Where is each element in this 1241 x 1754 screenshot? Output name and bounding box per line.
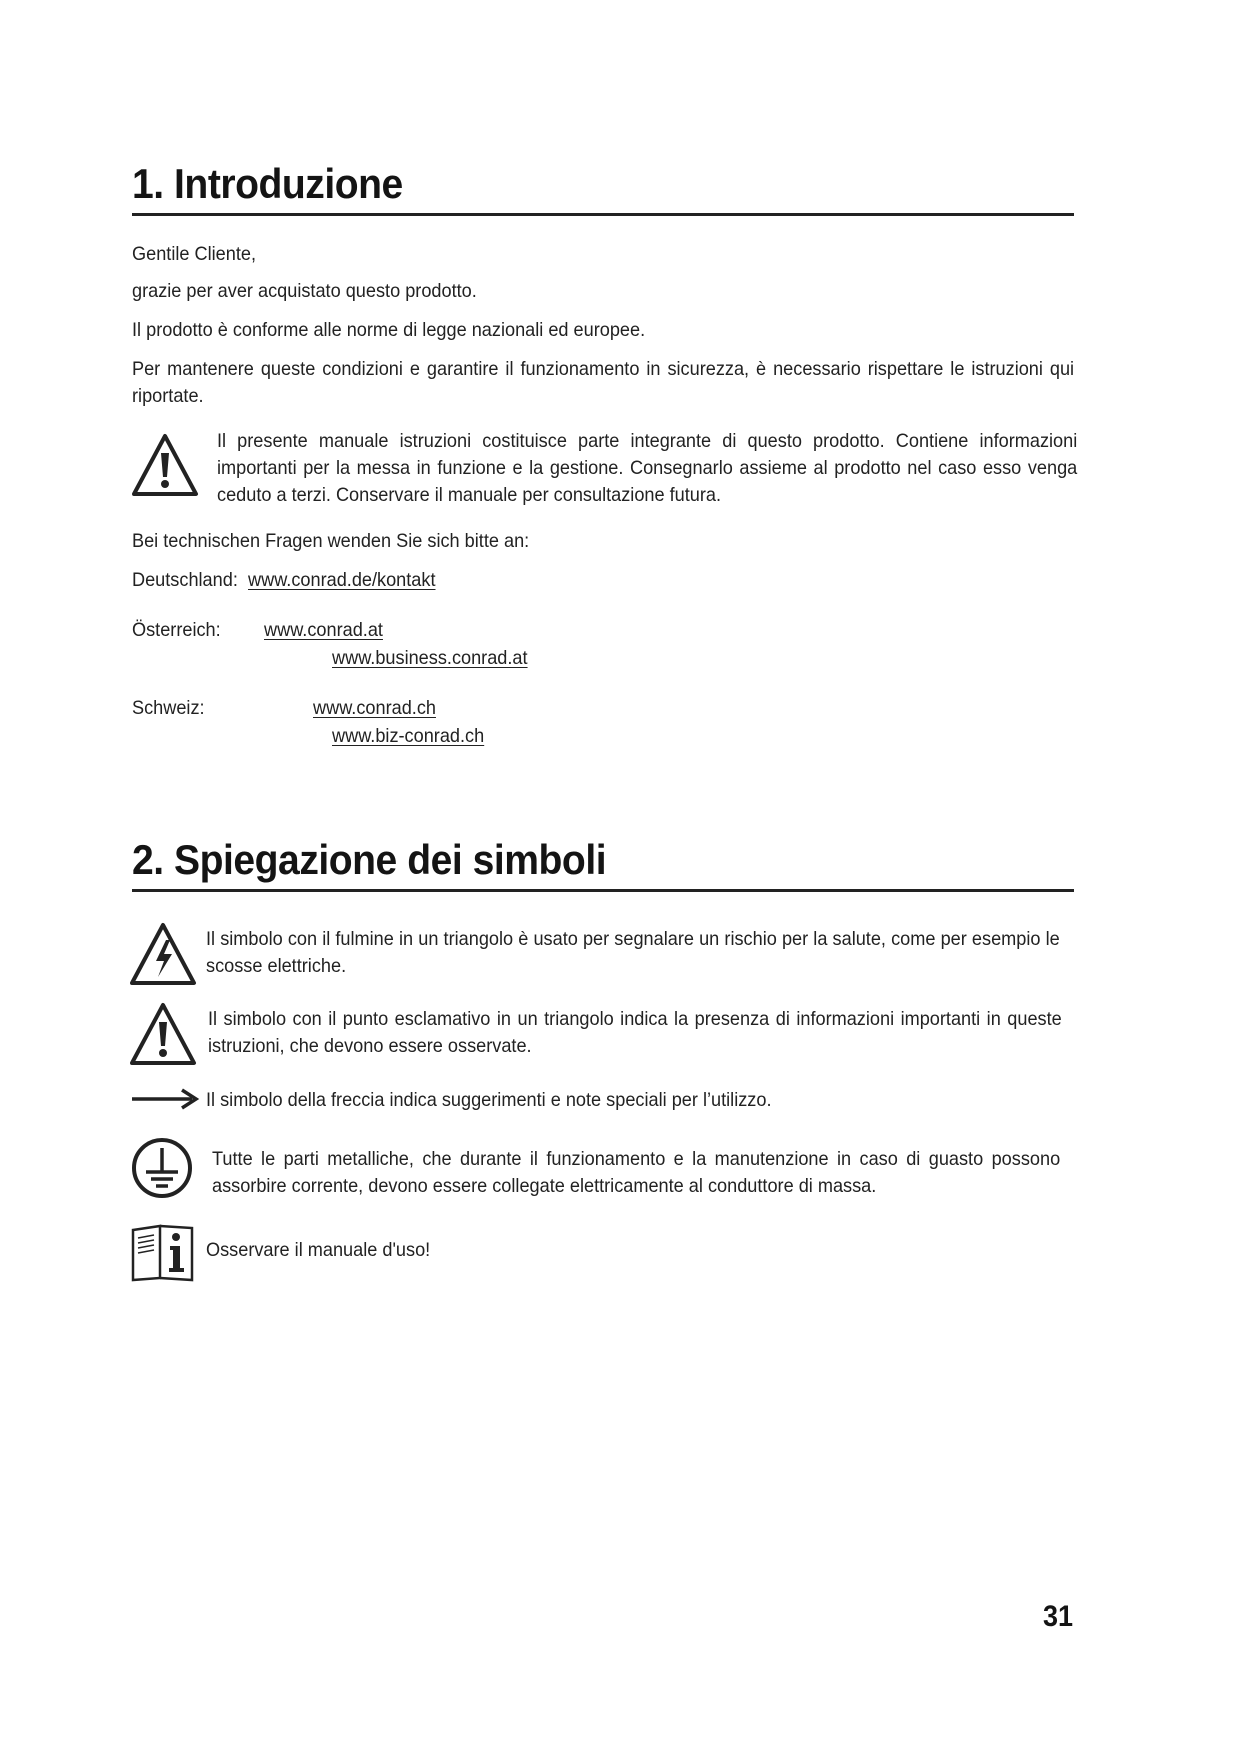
page-number: 31 <box>1043 1600 1074 1633</box>
contact-label-germany: Deutschland: <box>132 569 238 591</box>
symbol-text-ground: Tutte le parti metalliche, che durante il funzionamento e la manutenzione in caso di guasto possono assorbire corrente, devono essere collegate elettricamente al conduttore di massa. <box>212 1148 1061 1197</box>
symbol-text-lightning: Il simbolo con il fulmine in un triangolo è usato per segnalare un rischio per la salute, come per esempio le scosse elettriche. <box>206 928 1060 977</box>
symbol-text-exclamation: Il simbolo con il punto esclamativo in un triangolo indica la presenza di informazioni importanti in queste istruzioni, che devono essere osservate. <box>208 1008 1062 1057</box>
section-heading-introduzione: 1. Introduzione <box>132 160 403 207</box>
maintain-text: Per mantenere queste condizioni e garantire il funzionamento in sicurezza, è necessario rispettare le istruzioni qui riportate. <box>132 358 1075 407</box>
conformity-text: Il prodotto è conforme alle norme di legge nazionali ed europee. <box>132 319 646 341</box>
switzerland-biz-url-link[interactable]: www.biz-conrad.ch <box>332 725 485 747</box>
arrow-icon <box>130 1086 200 1112</box>
heading-rule <box>132 889 1074 892</box>
contact-label-austria: Österreich: <box>132 619 221 641</box>
exclamation-warning-icon <box>128 1000 198 1068</box>
section-heading-simboli: 2. Spiegazione dei simboli <box>132 836 607 883</box>
warning-note-text: Il presente manuale istruzioni costituisce parte integrante di questo prodotto. Contiene informazioni importanti per la messa in funzione e la gestione. Consegnarlo assieme al prodotto nel caso esso venga ceduto a terzi. Conservare il manuale per consultazione futura. <box>217 430 1078 506</box>
greeting-text: Gentile Cliente, <box>132 243 256 265</box>
exclamation-warning-icon <box>130 431 200 499</box>
heading-rule <box>132 213 1074 216</box>
switzerland-url-link[interactable]: www.conrad.ch <box>313 697 436 719</box>
ground-icon <box>130 1136 194 1200</box>
thanks-text: grazie per aver acquistato questo prodotto. <box>132 280 477 302</box>
support-intro-text: Bei technischen Fragen wenden Sie sich bitte an: <box>132 530 530 552</box>
austria-url-link[interactable]: www.conrad.at <box>264 619 383 641</box>
manual-info-icon <box>130 1222 196 1282</box>
symbol-text-arrow: Il simbolo della freccia indica suggerimenti e note speciali per l’utilizzo. <box>206 1089 772 1111</box>
symbol-text-manual: Osservare il manuale d'uso! <box>206 1239 431 1261</box>
contact-label-switzerland: Schweiz: <box>132 697 205 719</box>
austria-business-url-link[interactable]: www.business.conrad.at <box>332 647 528 669</box>
lightning-warning-icon <box>128 920 198 988</box>
germany-url-link[interactable]: www.conrad.de/kontakt <box>248 569 436 591</box>
